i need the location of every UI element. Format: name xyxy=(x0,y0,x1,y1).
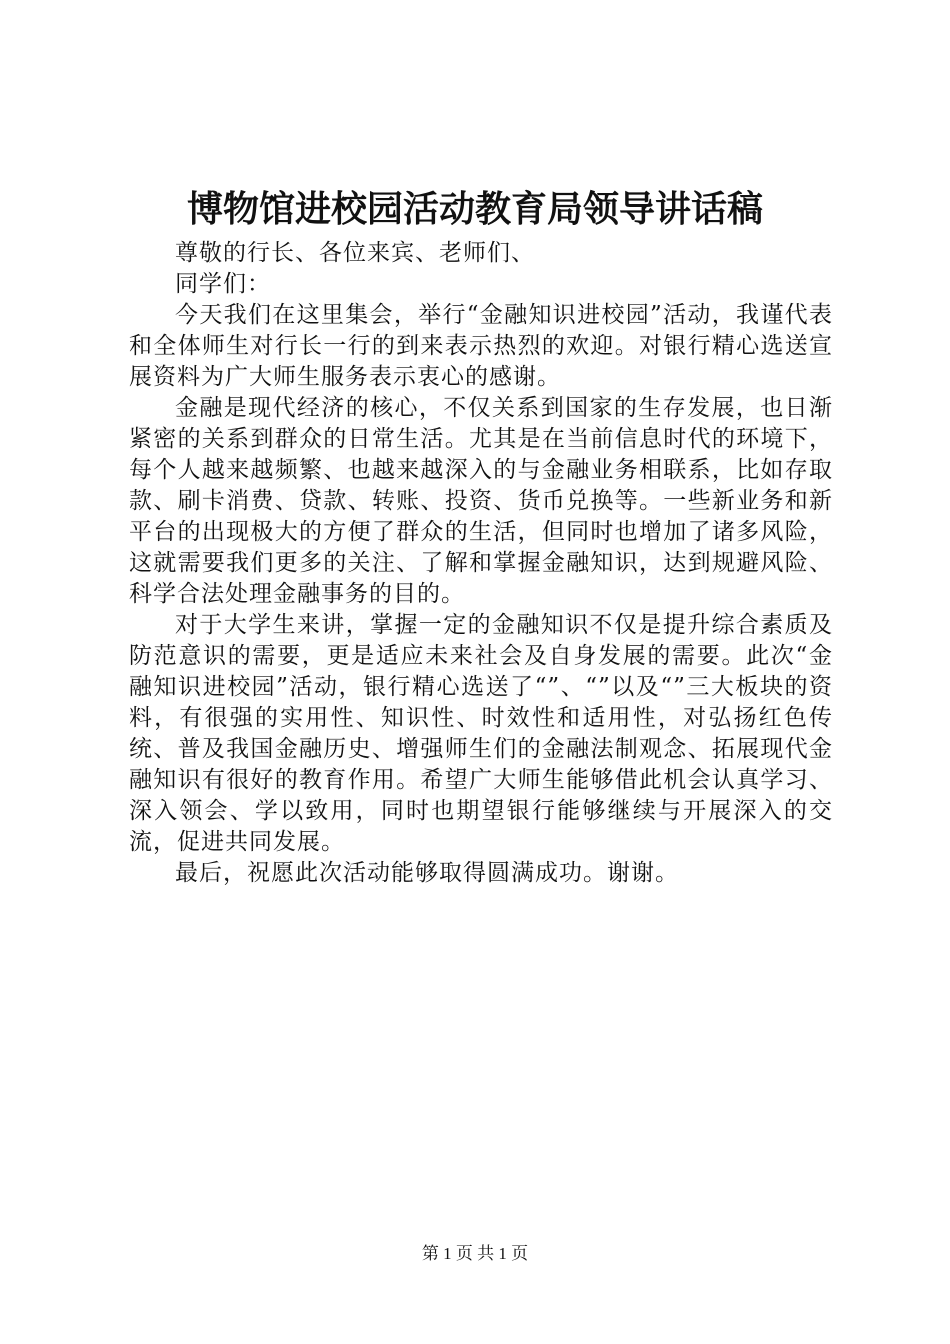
salutation-line-1: 尊敬的行长、各位来宾、老师们、 xyxy=(175,240,535,266)
page-footer: 第 1 页 共 1 页 xyxy=(421,1244,529,1263)
paragraph-students: 对于大学生来讲，掌握一定的金融知识不仅是提升综合素质及防范意识的需要，更是适应未来社会及自身发展的需要。此次“金融知识进校园”活动，银行精心选送了“”、“”以及“”三大板块的资料，有很强的实用性、知识性、时效性和适用性，对弘扬红色传统、普及我国金融历史、增强师生们的金融法制观念、拓展现代金融知识有很好的教育作用。希望广大师生能够借此机会认真学习、深入领会、学以致用，同时也期望银行能够继续与开展深入的交流，促进共同发展。 xyxy=(129,612,833,855)
document-body xyxy=(129,238,833,889)
document-title: 博物馆进校园活动教育局领导讲话稿 xyxy=(186,188,763,230)
paragraph-finance: 金融是现代经济的核心，不仅关系到国家的生存发展，也日渐紧密的关系到群众的日常生活。尤其是在当前信息时代的环境下，每个人越来越频繁、也越来越深入的与金融业务相联系，比如存取款、刷卡消费、贷款、转账、投资、货币兑换等。一些新业务和新平台的出现极大的方便了群众的生活，但同时也增加了诸多风险，这就需要我们更多的关注、了解和掌握金融知识，达到规避风险、科学合法处理金融事务的目的。 xyxy=(129,395,833,607)
paragraph-closing: 最后，祝愿此次活动能够取得圆满成功。谢谢。 xyxy=(175,860,679,886)
paragraph-welcome: 今天我们在这里集会，举行“金融知识进校园”活动，我谨代表和全体师生对行长一行的到来表示热烈的欢迎。对银行精心选送宣展资料为广大师生服务表示衷心的感谢。 xyxy=(129,302,833,390)
salutation-line-2: 同学们： xyxy=(175,271,271,297)
